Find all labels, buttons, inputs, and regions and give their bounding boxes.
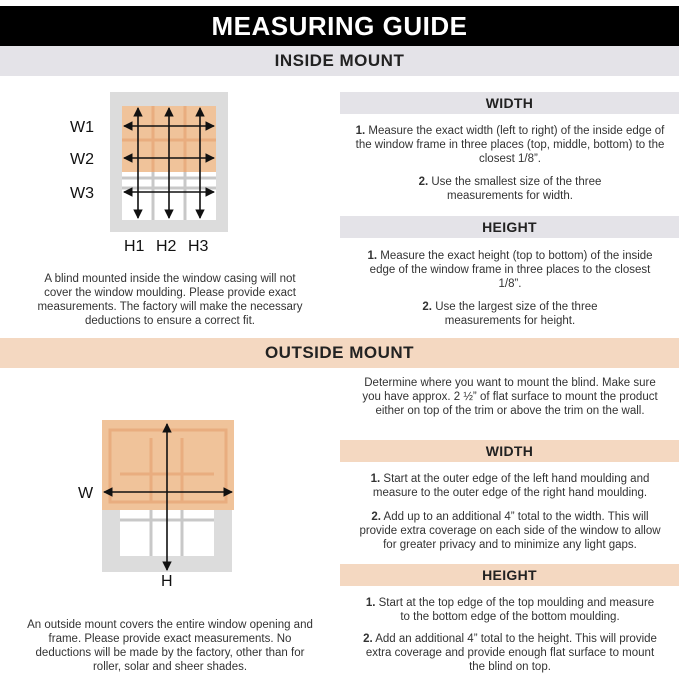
inside-width-step2: 2. Use the smallest size of the three measurements for width. bbox=[418, 176, 602, 202]
inside-height-heading: HEIGHT bbox=[340, 216, 679, 238]
outside-height-heading: HEIGHT bbox=[340, 564, 679, 586]
outside-mount-intro: Determine where you want to mount the blind. Make sure you have approx. 2 ½” of flat surface to mount the product either on top of the trim or above the trim on the wall. bbox=[362, 377, 658, 417]
label-h: H bbox=[161, 573, 173, 590]
inside-width-heading: WIDTH bbox=[340, 92, 679, 114]
label-h1: H1 bbox=[124, 238, 145, 255]
label-h2: H2 bbox=[156, 238, 177, 255]
label-w2: W2 bbox=[70, 151, 94, 168]
inside-height-step1: 1. Measure the exact height (top to bottom) of the inside edge of the window frame in three places to the closest 1/8”. bbox=[367, 250, 653, 290]
outside-mount-diagram bbox=[70, 412, 250, 592]
outside-width-step2: 2. Add up to an additional 4” total to the width. This will provide extra coverage on each side of the window to allow for greater privacy and to minimize any light gaps. bbox=[359, 511, 661, 551]
inside-height-step2: 2. Use the largest size of the three measurements for height. bbox=[422, 301, 598, 327]
page-title: MEASURING GUIDE bbox=[0, 6, 679, 46]
outside-height-step1: 1. Start at the top edge of the top moulding and measure to the bottom edge of the bottom moulding. bbox=[365, 597, 655, 623]
inside-mount-diagram bbox=[60, 88, 240, 258]
outside-mount-heading: OUTSIDE MOUNT bbox=[0, 338, 679, 368]
blind-shade bbox=[102, 420, 234, 510]
outside-width-heading: WIDTH bbox=[340, 440, 679, 462]
inside-width-step1: 1. Measure the exact width (left to right) of the inside edge of the window frame in three places (top, middle, bottom) to the closest 1/8”. bbox=[355, 125, 665, 165]
label-w1: W1 bbox=[70, 119, 94, 136]
outside-width-step1: 1. Start at the outer edge of the left hand moulding and measure to the outer edge of the right hand moulding. bbox=[370, 473, 650, 499]
label-w3: W3 bbox=[70, 185, 94, 202]
outside-height-step2: 2. Add an additional 4” total to the height. This will provide extra coverage and provide enough flat surface to mount the blind on top. bbox=[363, 633, 657, 673]
outside-mount-description: An outside mount covers the entire window opening and frame. Please provide exact measurements. No deductions will be made by the factory, other than for roller, solar and sheer shades. bbox=[27, 619, 313, 673]
label-w: W bbox=[78, 485, 94, 502]
label-h3: H3 bbox=[188, 238, 209, 255]
inside-mount-heading: INSIDE MOUNT bbox=[0, 46, 679, 76]
inside-mount-description: A blind mounted inside the window casing will not cover the window moulding. Please provide exact measurements. The factory will make the necessary deductions to ensure a correct fit. bbox=[37, 273, 303, 327]
